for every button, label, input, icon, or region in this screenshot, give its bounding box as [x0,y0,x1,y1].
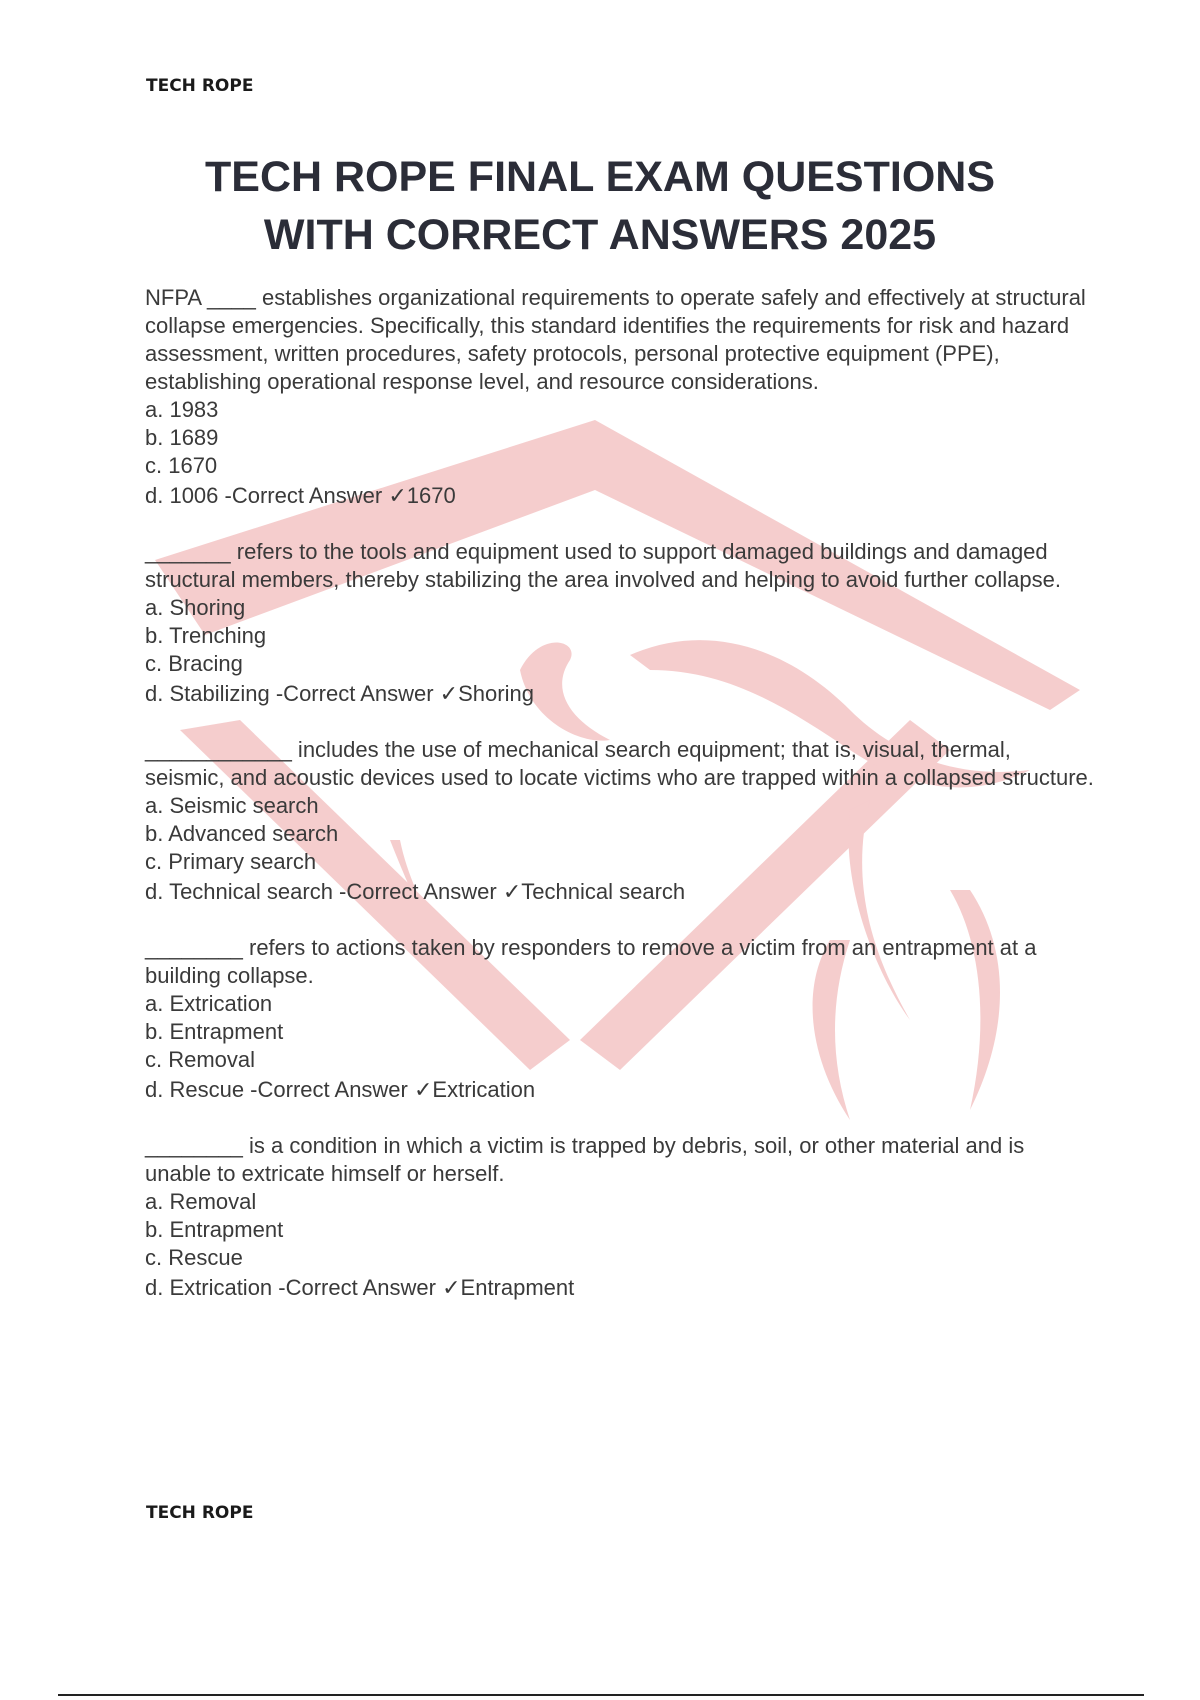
question-1 [145,284,1095,510]
option-b: b. Trenching [145,623,267,648]
option-d-with-answer: d. Rescue -Correct Answer ✓Extrication [145,1077,536,1102]
question-2 [145,538,1095,708]
option-a: a. Removal [145,1189,257,1214]
option-c: c. Rescue [145,1245,243,1270]
option-a: a. Shoring [145,595,246,620]
question-text: NFPA ____ establishes organizational requirements to operate safely and effectively at structural collapse emergencies. Specifically, this standard identifies the requirements for risk and hazard assessment, written procedures, safety protocols, personal protective equipment (PPE), establishing operational response level, and resource considerations. [145,285,1086,394]
option-b: b. Entrapment [145,1217,284,1242]
option-b: b. Entrapment [145,1019,284,1044]
option-b: b. Advanced search [145,821,339,846]
question-3 [145,736,1095,906]
question-text: ____________ includes the use of mechanical search equipment; that is, visual, thermal, seismic, and acoustic devices used to locate victims who are trapped within a collapsed structure. [145,737,1094,790]
option-c: c. Removal [145,1047,256,1072]
option-d-with-answer: d. 1006 -Correct Answer ✓1670 [145,483,456,508]
question-4 [145,934,1095,1104]
option-c: c. Bracing [145,651,243,676]
option-a: a. 1983 [145,397,219,422]
question-text: ________ is a condition in which a victim is trapped by debris, soil, or other material and is unable to extricate himself or herself. [145,1133,1025,1186]
question-5 [145,1132,1095,1302]
page-footer-label: TECH ROPE [146,1503,254,1523]
option-a: a. Seismic search [145,793,319,818]
question-text: ________ refers to actions taken by responders to remove a victim from an entrapment at a building collapse. [145,935,1037,988]
option-d-with-answer: d. Extrication -Correct Answer ✓Entrapment [145,1275,575,1300]
option-a: a. Extrication [145,991,273,1016]
option-c: c. Primary search [145,849,317,874]
title-line-2: WITH CORRECT ANSWERS 2025 [263,211,937,259]
title-line-1: TECH ROPE FINAL EXAM QUESTIONS [205,153,995,201]
question-list [145,284,1095,1330]
question-text: _______ refers to the tools and equipment used to support damaged buildings and damaged structural members, thereby stabilizing the area involved and helping to avoid further collapse. [145,539,1061,592]
option-b: b. 1689 [145,425,219,450]
page-header-label: TECH ROPE [146,76,254,96]
option-d-with-answer: d. Stabilizing -Correct Answer ✓Shoring [145,681,534,706]
page-title [100,148,1100,264]
option-d-with-answer: d. Technical search -Correct Answer ✓Technical search [145,879,686,904]
page-bottom-divider [58,1694,1144,1696]
option-c: c. 1670 [145,453,218,478]
